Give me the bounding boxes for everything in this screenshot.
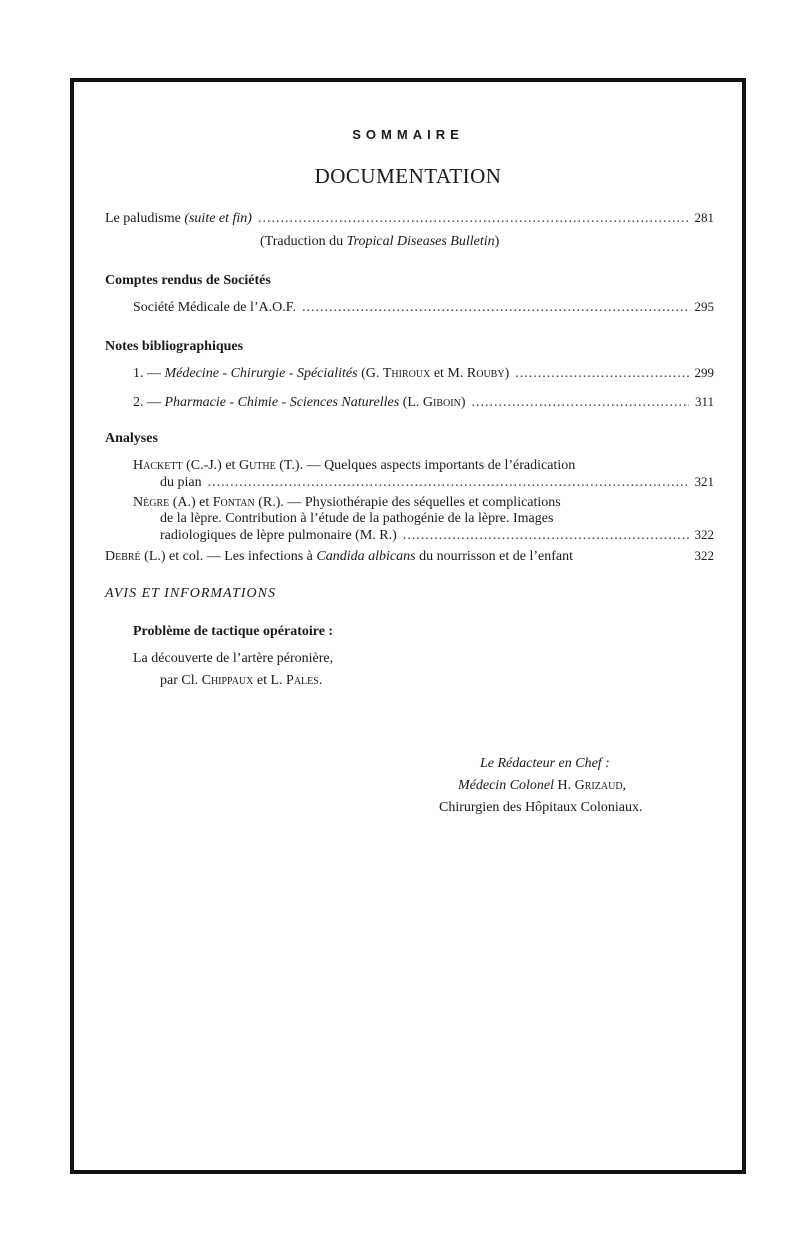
avis-line-2: par Cl. Chippaux et L. Pales. — [160, 673, 323, 688]
toc-entry-negre: Nègre (A.) et Fontan (R.). — Physiothérapie des séquelles et complications — [133, 495, 561, 510]
page-number: 321 — [694, 474, 714, 489]
page-number: 322 — [694, 527, 714, 542]
signature-name: Médecin Colonel H. Grizaud, — [458, 778, 627, 793]
page-title: DOCUMENTATION — [314, 164, 502, 188]
page-number: 281 — [694, 210, 714, 225]
page-number: 299 — [694, 365, 714, 380]
section-heading-analyses: Analyses — [105, 431, 158, 446]
toc-entry-pharmacie: 2. — Pharmacie - Chimie - Sciences Naturelles (L. Giboin) ..... 311 — [133, 394, 714, 411]
avis-line-1: La découverte de l’artère péronière, — [133, 651, 334, 666]
page-number: 295 — [694, 299, 714, 314]
signature-role: Le Rédacteur en Chef : — [480, 756, 610, 771]
toc-entry-medecine: 1. — Médecine - Chirurgie - Spécialités (G. Thiroux et M. Rouby) ..... 299 — [133, 365, 714, 382]
toc-entry-debre: Debré (L.) et col. — Les infections à Candida albicans du nourrisson et de l’enfant 322 — [105, 548, 714, 564]
toc-entry-negre-line2: de la lèpre. Contribution à l’étude de la pathogénie de la lèpre. Images — [160, 511, 554, 526]
section-heading-notes: Notes bibliographiques — [105, 339, 244, 354]
toc-entry-hackett: Hackett (C.-J.) et Guthe (T.). — Quelques aspects importants de l’éradication — [133, 458, 576, 473]
signature-title: Chirurgien des Hôpitaux Coloniaux. — [439, 800, 643, 815]
section-heading-avis: AVIS ET INFORMATIONS — [105, 586, 276, 601]
page-number: 311 — [694, 394, 714, 409]
toc-entry-hackett-line2: du pian ..... 321 — [160, 474, 714, 491]
toc-entry-paludisme: Le paludisme (suite et fin) ..... 281 — [105, 210, 714, 227]
toc-entry-negre-line3: radiologiques de lèpre pulmonaire (M. R.) ..... 322 — [160, 527, 714, 544]
avis-subheading: Problème de tactique opératoire : — [133, 624, 334, 639]
sommaire-heading: SOMMAIRE — [352, 127, 464, 142]
page-number: 322 — [694, 548, 714, 563]
toc-entry-paludisme-subtitle: (Traduction du Tropical Diseases Bulletin) — [260, 234, 500, 249]
section-heading-comptes: Comptes rendus de Sociétés — [105, 273, 271, 288]
toc-entry-societe: Société Médicale de l’A.O.F. ..... 295 — [133, 299, 714, 316]
